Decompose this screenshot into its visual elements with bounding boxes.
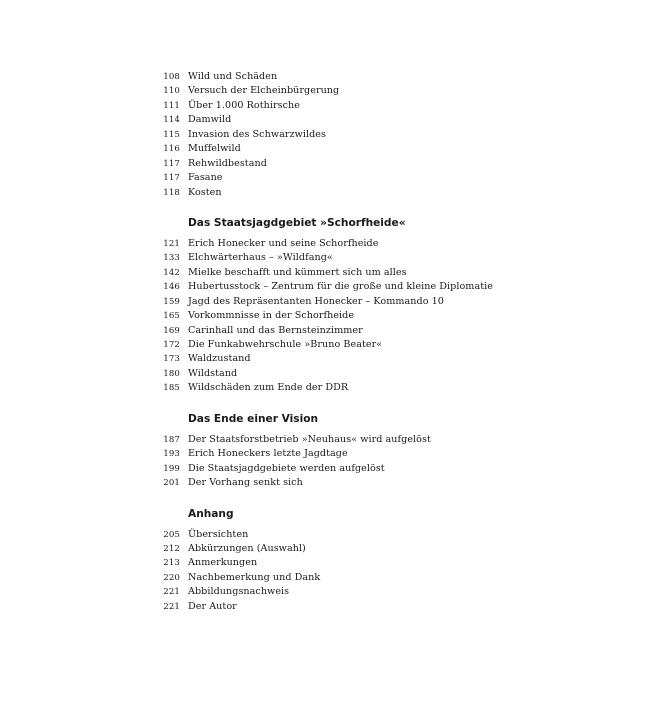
page-number: 212: [163, 543, 180, 554]
page-number: 133: [163, 253, 180, 264]
toc-entry: [150, 571, 570, 585]
entry-title: Übersichten: [188, 528, 249, 540]
toc-entry: [150, 157, 570, 171]
page-number: 146: [163, 282, 180, 293]
entry-title: Mielke beschafft und kümmert sich um alles: [188, 266, 407, 278]
entry-title: Die Funkabwehrschule »Bruno Beater«: [188, 339, 383, 350]
entry-title: Der Autor: [188, 600, 237, 612]
entry-title: Kosten: [188, 186, 222, 198]
toc-entry: [150, 295, 570, 309]
page-number: 185: [163, 383, 180, 394]
entry-title: Hubertusstock – Zentrum für die große und kleine Diplomatie: [188, 281, 493, 293]
entry-title: Wildschäden zum Ende der DDR: [188, 382, 349, 394]
page-number: 169: [163, 325, 180, 336]
page-number: 205: [163, 529, 180, 540]
page-number: 172: [163, 340, 180, 350]
toc-entry: [150, 447, 570, 461]
entry-title: Der Staatsforstbetrieb »Neuhaus« wird aufgelöst: [188, 433, 431, 445]
page-number: 111: [163, 100, 180, 111]
toc-entry: [150, 186, 570, 200]
toc-entry: [150, 476, 570, 490]
section-spacer: [150, 200, 570, 215]
page-number: 165: [163, 311, 180, 322]
section-heading: Das Ende einer Vision: [188, 412, 319, 425]
page-number: 201: [163, 478, 180, 489]
entry-title: Wildstand: [188, 367, 238, 379]
toc-section: [150, 396, 570, 491]
toc-entry: [150, 556, 570, 570]
toc-entry: [150, 280, 570, 294]
entry-title: Waldzustand: [188, 353, 251, 365]
table-of-contents: [150, 70, 570, 614]
page-number: 221: [163, 601, 180, 612]
entry-title: Muffelwild: [188, 143, 241, 155]
entry-title: Die Staatsjagdgebiete werden aufgelöst: [188, 462, 385, 474]
page-number: 180: [163, 368, 180, 379]
entry-title: Erich Honeckers letzte Jagdtage: [188, 448, 348, 460]
page-number: 116: [163, 144, 180, 155]
page-number: 114: [163, 115, 180, 126]
entry-title: Carinhall und das Bernsteinzimmer: [188, 324, 363, 336]
toc-entry: [150, 128, 570, 142]
entry-title: Versuch der Elcheinbürgerung: [188, 85, 340, 97]
toc-entry: [150, 99, 570, 113]
toc-entry: [150, 142, 570, 156]
toc-entry: [150, 251, 570, 265]
toc-entry: [150, 433, 570, 447]
page-number: 213: [163, 558, 180, 569]
toc-entry: [150, 542, 570, 556]
section-spacer: [150, 396, 570, 411]
page-number: 108: [163, 72, 180, 82]
toc-entry: [150, 600, 570, 614]
page-number: 220: [163, 572, 180, 583]
page-number: 159: [163, 296, 180, 307]
entry-title: Invasion des Schwarzwildes: [188, 128, 326, 140]
page-number: 199: [163, 463, 180, 474]
toc-entry: [150, 309, 570, 323]
entry-title: Elchwärterhaus – »Wildfang«: [188, 252, 333, 264]
toc-entry: [150, 171, 570, 185]
toc-section: [150, 491, 570, 615]
entry-title: Rehwildbestand: [188, 157, 267, 169]
entry-title: Damwild: [188, 114, 232, 126]
toc-entry: [150, 381, 570, 395]
toc-entry: [150, 237, 570, 251]
page-number: 173: [163, 354, 180, 365]
entry-title: Nachbemerkung und Dank: [188, 571, 321, 583]
toc-entry: [150, 352, 570, 366]
toc-entry: [150, 528, 570, 542]
page-number: 142: [163, 267, 180, 278]
page-number: 117: [163, 158, 180, 169]
entry-title: Erich Honecker und seine Schorfheide: [188, 237, 379, 249]
section-heading: Das Staatsjagdgebiet »Schorfheide«: [188, 216, 406, 229]
entry-title: Abkürzungen (Auswahl): [188, 542, 306, 554]
page-number: 110: [163, 86, 180, 97]
toc-section: [150, 200, 570, 396]
page-number: 118: [163, 187, 180, 198]
entry-title: Abbildungsnachweis: [188, 586, 290, 598]
entry-title: Wild und Schäden: [188, 71, 278, 82]
page-number: 187: [163, 434, 180, 445]
toc-entry: [150, 324, 570, 338]
entry-title: Fasane: [188, 172, 223, 184]
toc-entry: [150, 462, 570, 476]
toc-entry: [150, 113, 570, 127]
page-number: 115: [163, 129, 180, 140]
toc-entry: [150, 266, 570, 280]
page-number: 117: [163, 173, 180, 184]
toc-entry: [150, 70, 570, 84]
entry-title: Anmerkungen: [188, 557, 258, 569]
toc-entry: [150, 338, 570, 352]
section-spacer: [150, 491, 570, 506]
page-number: 221: [163, 587, 180, 598]
toc-entry: [150, 585, 570, 599]
page-number: 193: [163, 449, 180, 460]
section-heading: Anhang: [188, 507, 234, 520]
page-number: 121: [163, 238, 180, 249]
toc-section: [150, 70, 570, 200]
toc-entry: [150, 84, 570, 98]
entry-title: Vorkommnisse in der Schorfheide: [188, 310, 355, 322]
entry-title: Über 1.000 Rothirsche: [188, 99, 300, 111]
toc-entry: [150, 367, 570, 381]
entry-title: Jagd des Repräsentanten Honecker – Kommando 10: [188, 295, 444, 307]
entry-title: Der Vorhang senkt sich: [188, 477, 303, 489]
